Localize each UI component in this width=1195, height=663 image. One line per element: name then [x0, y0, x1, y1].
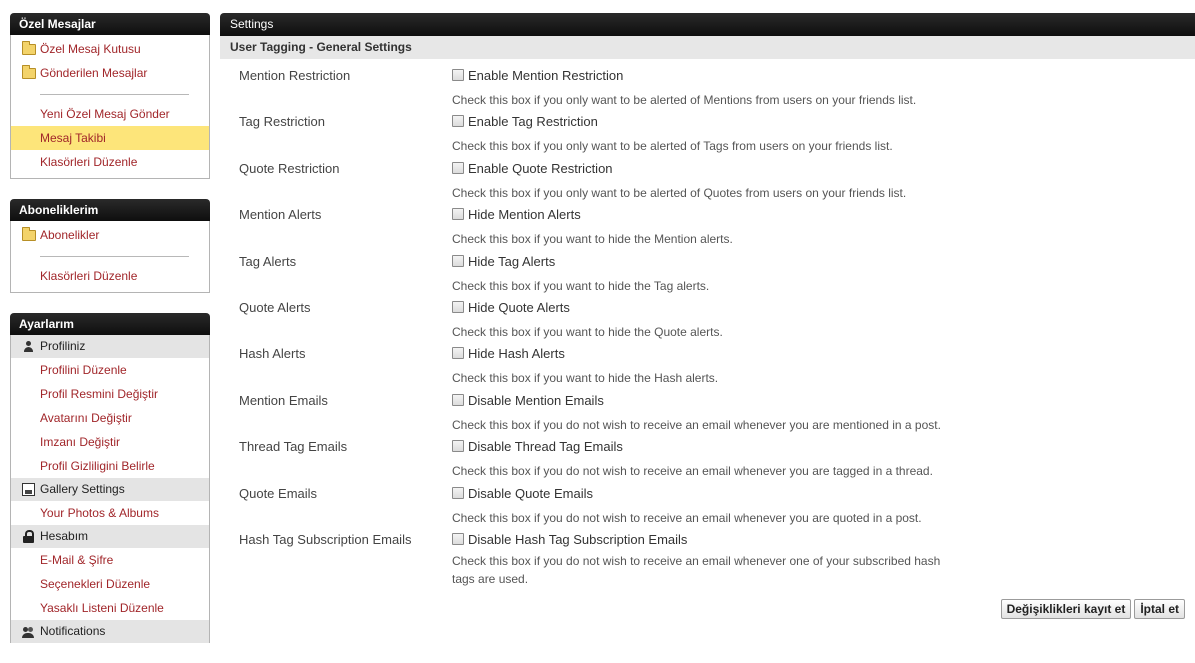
setting-option-label[interactable]: Disable Mention Emails — [468, 392, 604, 408]
group-label: Profiliniz — [40, 339, 86, 353]
subscriptions-block — [10, 199, 210, 293]
setting-option[interactable] — [452, 486, 593, 501]
group-notifications[interactable] — [11, 620, 209, 643]
setting-option[interactable] — [452, 207, 581, 222]
sidebar-item-change-signature[interactable]: Imzanı Değiştir — [40, 435, 121, 449]
private-messages-header: Özel Mesajlar — [10, 13, 210, 35]
page-title: Settings — [220, 13, 1195, 36]
sidebar-item-label: Özel Mesaj Kutusu — [40, 42, 141, 56]
setting-row — [220, 295, 1195, 341]
setting-option[interactable] — [452, 161, 613, 176]
setting-label: Hash Alerts — [239, 346, 306, 362]
settings-header: Ayarlarım — [10, 313, 210, 335]
sidebar-item-profile-privacy[interactable]: Profil Gizliligini Belirle — [40, 459, 155, 473]
sidebar-item-change-avatar[interactable]: Avatarını Değiştir — [40, 411, 132, 425]
settings-panel — [220, 13, 1195, 586]
setting-row — [220, 109, 1195, 155]
setting-option[interactable] — [452, 300, 570, 315]
group-label: Gallery Settings — [40, 482, 125, 496]
setting-label: Tag Alerts — [239, 253, 297, 269]
divider — [40, 256, 189, 257]
group-label: Notifications — [40, 624, 106, 638]
setting-description: Check this box if you want to hide the Tag alerts. — [452, 278, 710, 293]
sidebar — [10, 13, 210, 663]
setting-label: Mention Restriction — [239, 68, 351, 83]
private-messages-block — [10, 13, 210, 179]
setting-checkbox[interactable] — [452, 347, 464, 359]
setting-checkbox[interactable] — [452, 115, 464, 127]
settings-rows — [220, 59, 1195, 586]
group-gallery-settings[interactable] — [11, 478, 209, 501]
setting-row — [220, 249, 1195, 295]
setting-checkbox[interactable] — [452, 394, 464, 406]
settings-block — [10, 313, 210, 643]
sidebar-item-change-profile-picture[interactable]: Profil Resmini Değiştir — [40, 387, 159, 401]
save-button[interactable]: Değişiklikleri kayıt et — [1001, 599, 1132, 619]
setting-row — [220, 341, 1195, 387]
setting-description: Check this box if you only want to be alerted of Tags from users on your friends list. — [452, 139, 893, 154]
sidebar-item-message-tracking[interactable]: Mesaj Takibi — [11, 126, 209, 150]
sidebar-item-label: Gönderilen Mesajlar — [40, 66, 148, 80]
setting-checkbox[interactable] — [452, 440, 464, 452]
group-label: Hesabım — [40, 529, 89, 543]
setting-description: Check this box if you do not wish to receive an email whenever you are quoted in a post. — [452, 510, 922, 525]
setting-checkbox[interactable] — [452, 487, 464, 499]
setting-checkbox[interactable] — [452, 69, 464, 81]
setting-option-label[interactable]: Disable Quote Emails — [468, 485, 593, 501]
setting-option[interactable] — [452, 68, 623, 83]
group-profile — [11, 335, 209, 358]
sidebar-item-edit-profile[interactable]: Profilini Düzenle — [40, 363, 127, 377]
lock-icon — [22, 530, 35, 543]
setting-option-label[interactable]: Enable Mention Restriction — [468, 68, 624, 83]
sidebar-item-edit-subscription-folders[interactable]: Klasörleri Düzenle — [40, 269, 138, 283]
setting-option-label[interactable]: Hide Mention Alerts — [468, 207, 581, 223]
setting-label: Thread Tag Emails — [239, 439, 348, 455]
sidebar-item-edit-folders[interactable]: Klasörleri Düzenle — [40, 155, 138, 169]
sidebar-item-edit-ignore-list[interactable]: Yasaklı Listeni Düzenle — [40, 601, 164, 615]
setting-option-label[interactable]: Hide Tag Alerts — [468, 253, 556, 269]
sidebar-item-email-password[interactable]: E-Mail & Şifre — [40, 553, 114, 567]
sidebar-item-edit-options[interactable]: Seçenekleri Düzenle — [40, 577, 151, 591]
setting-option-label[interactable]: Disable Thread Tag Emails — [468, 439, 623, 455]
setting-checkbox[interactable] — [452, 301, 464, 313]
folder-icon — [22, 44, 36, 55]
setting-option[interactable] — [452, 346, 565, 361]
setting-description: Check this box if you only want to be alerted of Quotes from users on your friends list. — [452, 185, 907, 200]
setting-checkbox[interactable] — [452, 533, 464, 545]
setting-label: Quote Alerts — [239, 299, 311, 315]
setting-row — [220, 527, 1195, 586]
setting-description: Check this box if you do not wish to receive an email whenever one of your subscribed hash tags are used. — [452, 553, 941, 586]
setting-option-label[interactable]: Hide Hash Alerts — [468, 346, 565, 362]
group-account — [11, 525, 209, 548]
setting-description: Check this box if you want to hide the Quote alerts. — [452, 324, 723, 339]
sidebar-item-label: Abonelikler — [40, 228, 100, 242]
setting-row — [220, 156, 1195, 202]
folder-icon — [22, 68, 36, 79]
setting-checkbox[interactable] — [452, 162, 464, 174]
setting-option[interactable] — [452, 114, 598, 129]
sidebar-item-new-message[interactable]: Yeni Özel Mesaj Gönder — [40, 107, 170, 121]
form-buttons — [998, 599, 1185, 619]
setting-option-label[interactable]: Hide Quote Alerts — [468, 299, 570, 315]
setting-row — [220, 481, 1195, 527]
setting-option-label[interactable]: Enable Quote Restriction — [468, 160, 613, 176]
setting-option[interactable] — [452, 439, 623, 454]
setting-label: Mention Emails — [239, 392, 328, 408]
sidebar-item-inbox[interactable] — [11, 37, 209, 61]
setting-option[interactable] — [452, 532, 687, 547]
setting-checkbox[interactable] — [452, 255, 464, 267]
sidebar-item-sent[interactable] — [11, 61, 209, 85]
setting-option-label[interactable]: Enable Tag Restriction — [468, 114, 598, 130]
setting-label: Quote Restriction — [239, 160, 340, 176]
setting-row — [220, 434, 1195, 480]
section-title: User Tagging - General Settings — [220, 36, 1195, 59]
setting-label: Hash Tag Subscription Emails — [239, 531, 412, 547]
sidebar-item-photos-albums[interactable]: Your Photos & Albums — [40, 506, 159, 520]
folder-icon — [22, 230, 36, 241]
setting-description: Check this box if you want to hide the Mention alerts. — [452, 232, 733, 247]
setting-option[interactable] — [452, 254, 555, 269]
setting-row — [220, 63, 1195, 109]
setting-description: Check this box if you do not wish to receive an email whenever you are mentioned in a post. — [452, 417, 941, 432]
person-icon — [22, 340, 35, 353]
divider — [40, 94, 189, 95]
setting-option-label[interactable]: Disable Hash Tag Subscription Emails — [468, 531, 688, 547]
setting-checkbox[interactable] — [452, 208, 464, 220]
setting-label: Tag Restriction — [239, 114, 325, 130]
cancel-button[interactable]: İptal et — [1134, 599, 1185, 619]
gallery-icon — [22, 483, 35, 496]
setting-description: Check this box if you only want to be alerted of Mentions from users on your friends list. — [452, 93, 917, 107]
setting-row — [220, 388, 1195, 434]
setting-option[interactable] — [452, 393, 604, 408]
setting-description: Check this box if you want to hide the Hash alerts. — [452, 371, 719, 386]
setting-description: Check this box if you do not wish to receive an email whenever you are tagged in a thread. — [452, 464, 933, 479]
subscriptions-header: Aboneliklerim — [10, 199, 210, 221]
sidebar-item-subscriptions[interactable] — [11, 223, 209, 247]
setting-label: Quote Emails — [239, 485, 318, 501]
setting-row — [220, 202, 1195, 248]
people-icon — [22, 625, 35, 638]
setting-label: Mention Alerts — [239, 207, 322, 223]
